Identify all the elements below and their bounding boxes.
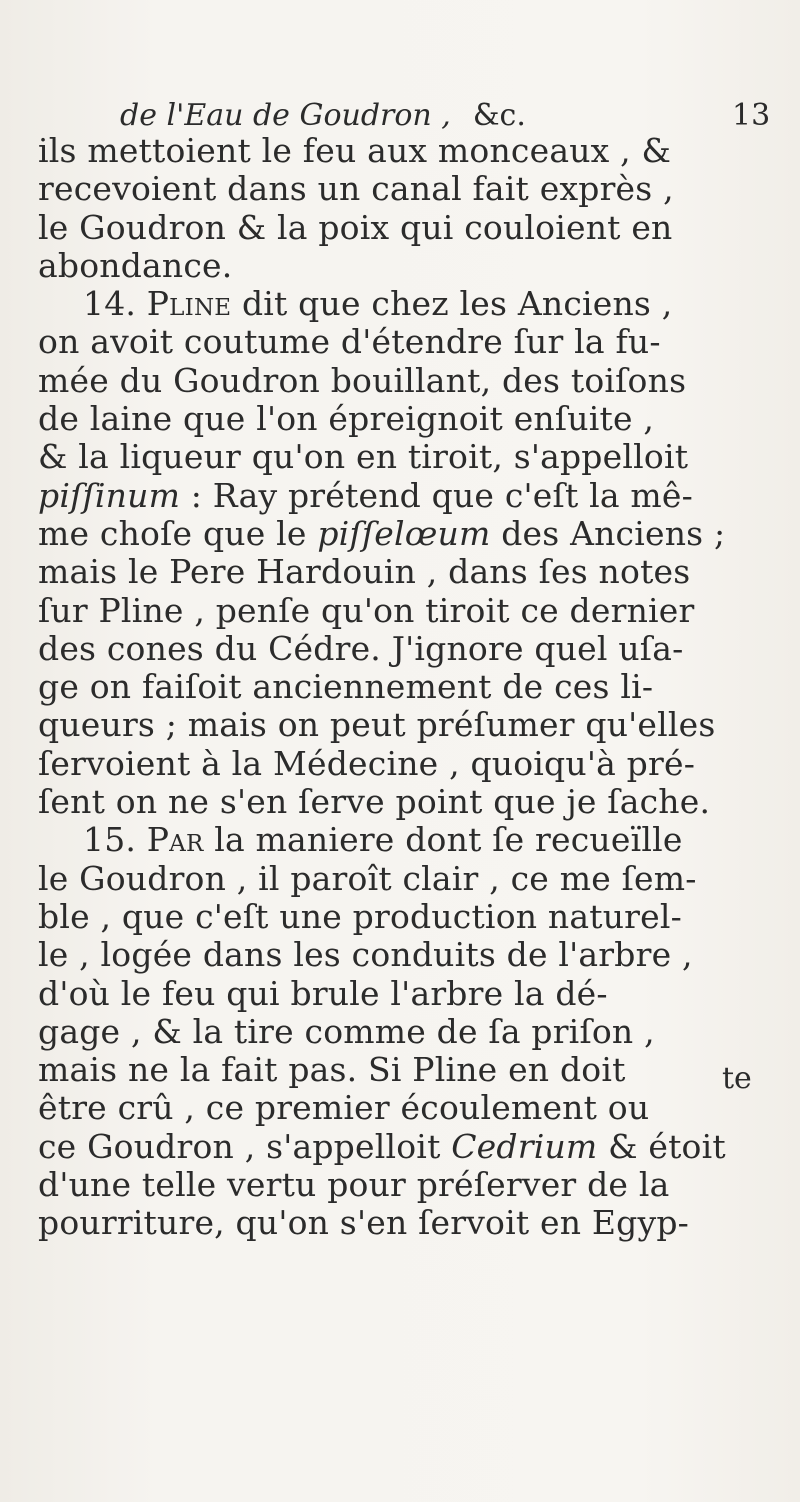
text-line (38, 1051, 778, 1089)
catchword: te (722, 1061, 752, 1096)
text-line (38, 1204, 778, 1242)
text-line (38, 821, 778, 859)
text-run: me choſe que le (38, 513, 318, 553)
text-line (38, 477, 778, 515)
text-line (38, 553, 778, 591)
paragraph-lead-word: Par (146, 820, 204, 860)
text-line (38, 975, 778, 1013)
text-run: abondance. (38, 245, 233, 285)
paragraph-lead-word: Pline (146, 284, 232, 324)
text-line (38, 170, 778, 208)
text-run: ſur Pline , penſe qu'on tiroit ce dernier (38, 590, 695, 630)
text-line (38, 1013, 778, 1051)
text-run: & la liqueur qu'on en tiroit, s'appelloit (38, 437, 689, 477)
text-run: ce Goudron , s'appelloit (38, 1126, 452, 1166)
text-run: mée du Goudron bouillant, des toiſons (38, 360, 687, 400)
italic-term: piſſinum (38, 475, 181, 515)
text-run: queurs ; mais on peut préſumer qu'elles (38, 705, 716, 745)
text-line (38, 745, 778, 783)
text-line (38, 592, 778, 630)
text-run: pourriture, qu'on s'en ſervoit en Egyp- (38, 1203, 690, 1243)
text-run: d'où le feu qui brule l'arbre la dé- (38, 973, 608, 1013)
text-line (38, 1128, 778, 1166)
text-line (38, 860, 778, 898)
text-line (38, 668, 778, 706)
text-run: la maniere dont ſe recueïlle (203, 820, 683, 860)
text-run: le Goudron , il paroît clair , ce me ſem- (38, 858, 697, 898)
text-line (38, 209, 778, 247)
text-run: ble , que c'eſt une production naturel- (38, 896, 682, 936)
running-header (120, 96, 771, 136)
text-line (38, 323, 778, 361)
text-line (38, 1166, 778, 1204)
text-line (38, 247, 778, 285)
running-title-etc: &c. (472, 98, 526, 133)
text-run: 15. (83, 820, 147, 860)
text-line (38, 706, 778, 744)
text-run: le Goudron & la poix qui couloient en (38, 207, 673, 247)
text-run: mais ne la fait pas. Si Pline en doit (38, 1050, 626, 1090)
text-run: de laine que l'on épreignoit enſuite , (38, 399, 655, 439)
text-run: ge on faiſoit anciennement de ces li- (38, 667, 654, 707)
italic-term: Cedrium (451, 1126, 598, 1166)
running-title: de l'Eau de Goudron , (120, 98, 451, 133)
text-run: ſent on ne s'en ſerve point que je ſache. (38, 782, 711, 822)
text-run: des Anciens ; (490, 513, 726, 553)
text-line (38, 515, 778, 553)
text-line (38, 285, 778, 323)
text-run: ſervoient à la Médecine , quoiqu'à pré- (38, 743, 696, 783)
page-number: 13 (732, 98, 771, 133)
text-line (38, 898, 778, 936)
text-line (38, 362, 778, 400)
text-run: mais le Pere Hardouin , dans ſes notes (38, 552, 691, 592)
text-run: gage , & la tire comme de ſa priſon , (38, 1011, 655, 1051)
text-run: être crû , ce premier écoulement ou (38, 1088, 650, 1128)
text-run: on avoit coutume d'étendre ſur la fu- (38, 322, 661, 362)
text-run: 14. (83, 284, 147, 324)
text-run: des cones du Cédre. J'ignore quel uſa- (38, 628, 684, 668)
text-run: recevoient dans un canal fait exprès , (38, 169, 674, 209)
text-run: le , logée dans les conduits de l'arbre , (38, 935, 693, 975)
text-line (38, 630, 778, 668)
text-run: & étoit (597, 1126, 726, 1166)
text-run: dit que chez les Anciens , (231, 284, 673, 324)
text-run: ils mettoient le feu aux monceaux , & (38, 131, 672, 170)
text-line (38, 1089, 778, 1127)
text-line (38, 936, 778, 974)
italic-term: piſſelœum (317, 513, 491, 553)
text-line (38, 783, 778, 821)
body-text (38, 132, 778, 1243)
text-run: d'une telle vertu pour préſerver de la (38, 1165, 670, 1205)
text-line (38, 438, 778, 476)
text-line (38, 400, 778, 438)
text-line (38, 132, 778, 170)
text-run: : Ray prétend que c'eſt la mê- (180, 475, 693, 515)
